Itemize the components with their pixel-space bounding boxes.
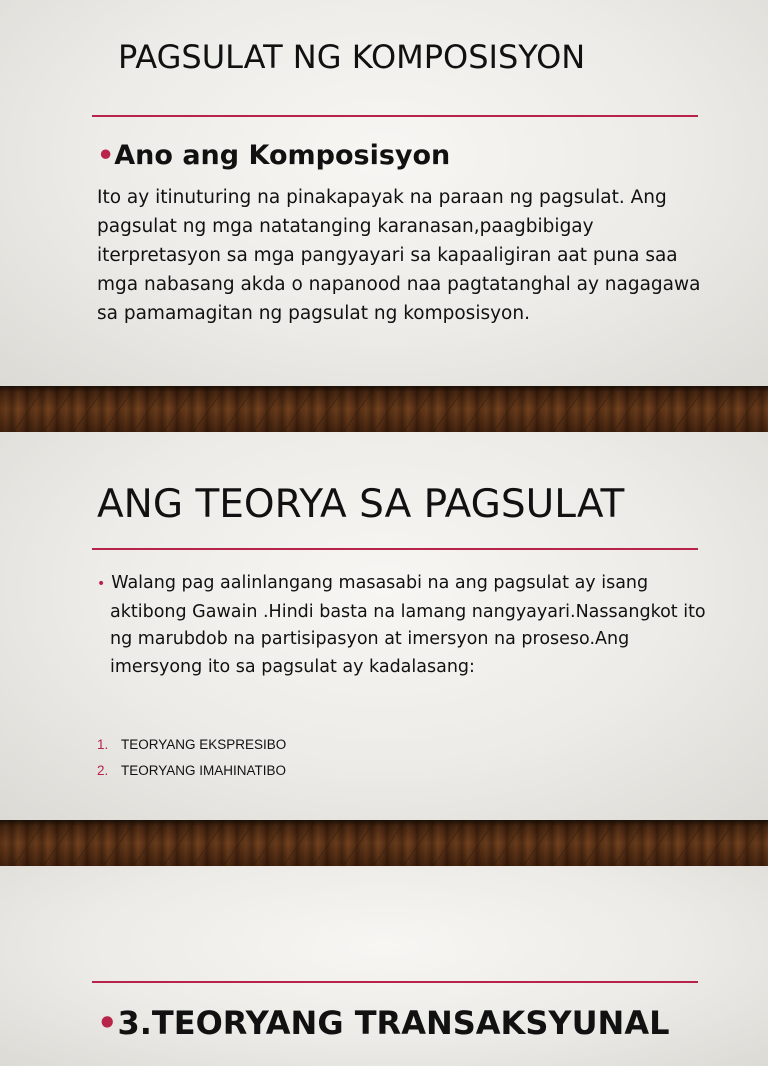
wood-floor-divider: [0, 820, 768, 866]
list-text: TEORYANG IMAHINATIBO: [121, 763, 287, 778]
slide-title: PAGSULAT NG KOMPOSISYON: [118, 38, 586, 76]
slide-heading: [97, 1004, 669, 1042]
list-item: [97, 763, 286, 789]
list-text: TEORYANG EKSPRESIBO: [121, 737, 287, 752]
numbered-list: [97, 737, 286, 789]
wood-floor-divider: [0, 386, 768, 432]
list-item: [97, 737, 286, 763]
bullet-icon: •: [97, 1004, 118, 1042]
list-number: 1.: [97, 737, 109, 752]
bullet-icon: •: [97, 576, 106, 592]
slide-1: [0, 0, 768, 386]
slide-bullet-text: [97, 570, 720, 681]
title-divider: [92, 981, 698, 983]
heading-text: 3.TEORYANG TRANSAKSYUNAL: [117, 1004, 670, 1042]
list-number: 2.: [97, 763, 109, 778]
heading-text: Ano ang Komposisyon: [114, 140, 451, 171]
slide-2: [0, 432, 768, 820]
bullet-body: Walang pag aalinlangang masasabi na ang pagsulat ay isang aktibong Gawain .Hindi basta na lamang nangyayari.Nassangkot ito ng marubdob na partisipasyon at imersyon na proseso.Ang imersyong ito sa pagsulat ay kadalasang:: [110, 573, 706, 677]
bullet-icon: •: [97, 140, 115, 171]
slide-3: [0, 866, 768, 1066]
title-divider: [92, 548, 698, 550]
title-divider: [92, 115, 698, 117]
slide-paragraph: Ito ay itinuturing na pinakapayak na paraan ng pagsulat. Ang pagsulat ng mga natatanging karanasan,paagbibigay iterpretasyon sa mga pangyayari sa kapaaligiran aat puna saa mga nabasang akda o napanood naa pagtatanghal ay nagagawa sa pamamagitan ng pagsulat ng komposisyon.: [97, 187, 701, 324]
slide-heading: [97, 140, 450, 171]
slide-title: ANG TEORYA SA PAGSULAT: [97, 482, 625, 527]
